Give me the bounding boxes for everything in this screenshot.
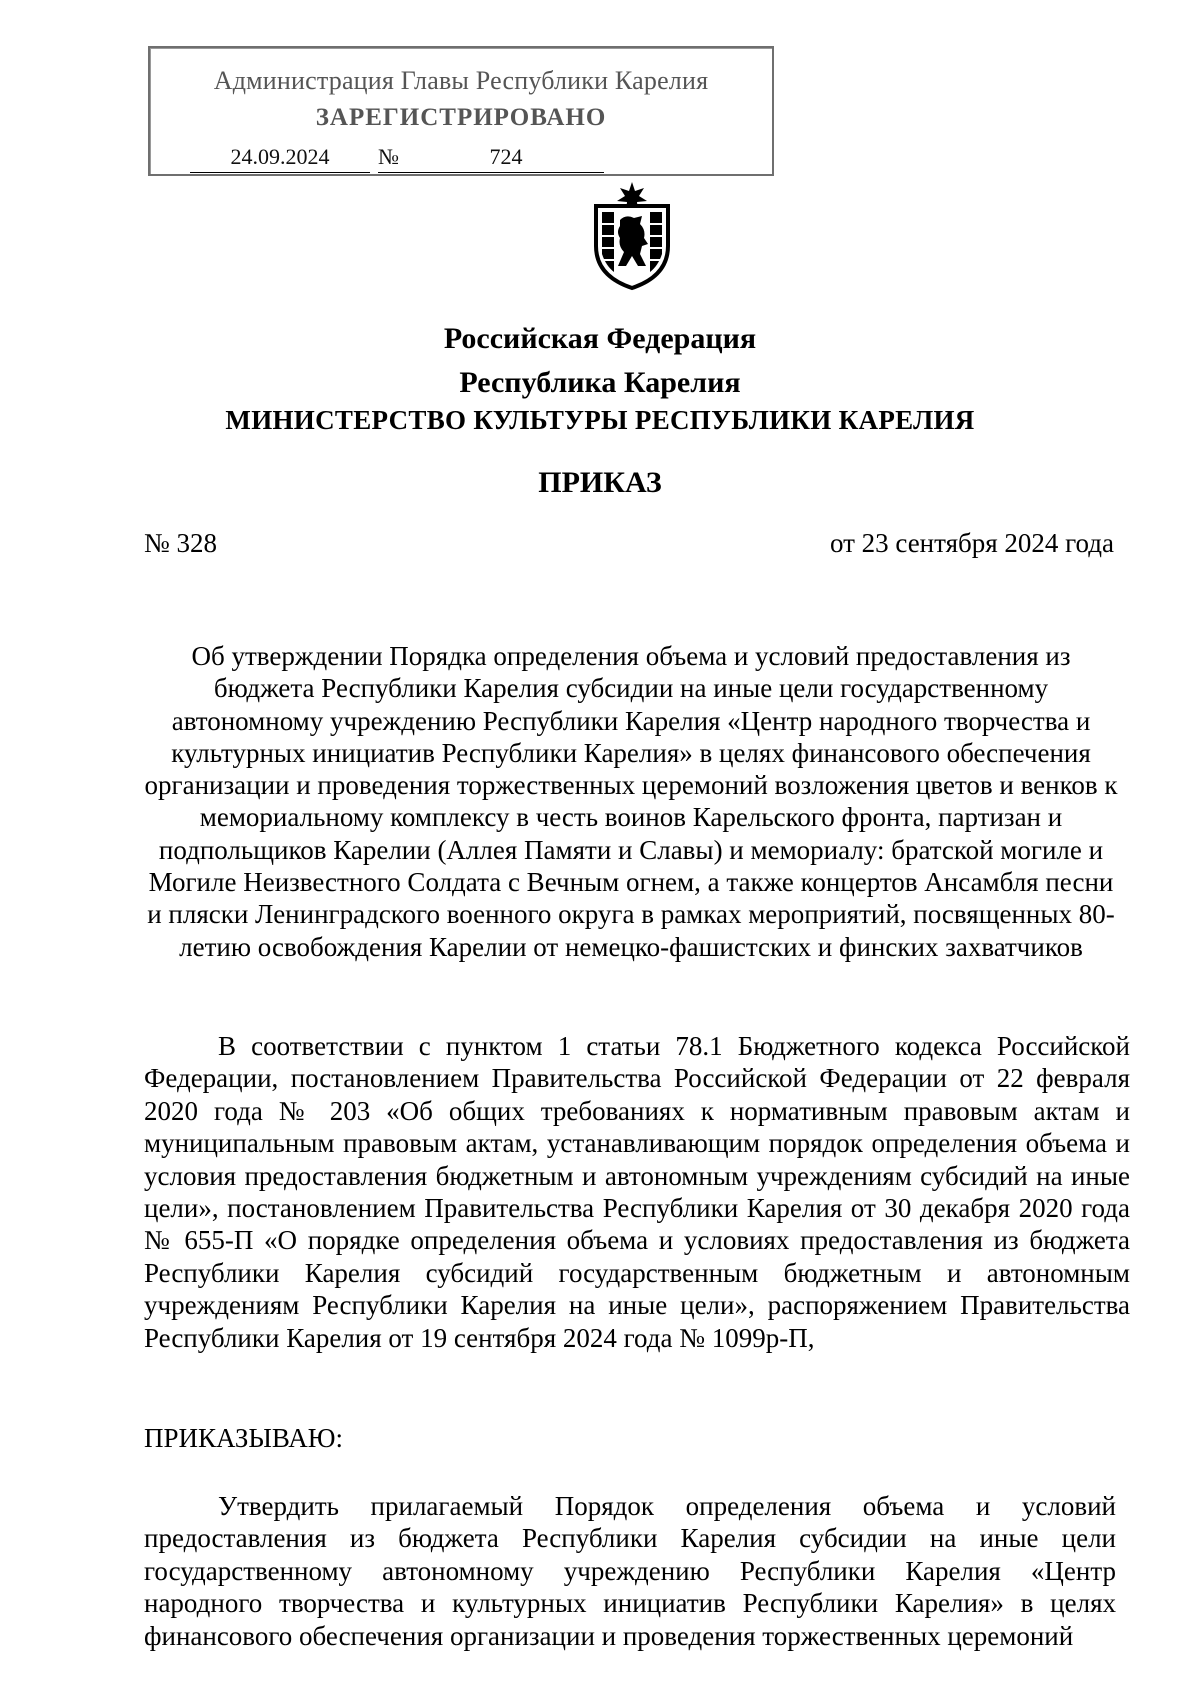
header-country: Российская Федерация: [443, 322, 757, 355]
stamp-authority: Администрация Главы Республики Карелия: [213, 66, 709, 95]
header-ministry: МИНИСТЕРСТВО КУЛЬТУРЫ РЕСПУБЛИКИ КАРЕЛИЯ: [225, 405, 975, 435]
stamp-number-sign: №: [378, 144, 408, 173]
order-item-paragraph: Утвердить прилагаемый Порядок определения объема и условий предоставления из бюджета Республики Карелия субсидии на иные цели государственному автономному учреждению Республики Карелия «Центр народного творчества и культурных инициатив Республики Карелия» в целях финансового обеспечения организации и проведения торжественных церемоний: [144, 1491, 1116, 1651]
stamp-number: 724: [408, 144, 604, 173]
stamp-registered-label: ЗАРЕГИСТРИРОВАНО: [315, 104, 607, 131]
stamp-date: 24.09.2024: [190, 144, 370, 173]
karelia-coat-of-arms-icon: [582, 180, 682, 292]
order-word: ПРИКАЗЫВАЮ:: [144, 1423, 343, 1453]
header-republic: Республика Карелия: [459, 366, 741, 399]
order-number: № 328: [144, 528, 218, 558]
document-type: ПРИКАЗ: [538, 466, 662, 499]
order-date: от 23 сентября 2024 года: [829, 528, 1114, 558]
preamble-paragraph: В соответствии с пунктом 1 статьи 78.1 Бюджетного кодекса Российской Федерации, постановлением Правительства Российской Федерации от 22 февраля 2020 года № 203 «Об общих требованиях к нормативным правовым актам и муниципальным правовым актам, устанавливающим порядок определения объема и условия предоставления бюджетным и автономным учреждениям субсидий на иные цели», постановлением Правительства Республики Карелия от 30 декабря 2020 года № 655-П «О порядке определения объема и условиях предоставления из бюджета Республики Карелия субсидий государственным бюджетным и автономным учреждениям Республики Карелия на иные цели», распоряжением Правительства Республики Карелия от 19 сентября 2024 года № 1099р-П,: [144, 1031, 1130, 1353]
order-subject: Об утверждении Порядка определения объема и условий предоставления из бюджета Республики Карелия субсидии на иные цели государственному автономному учреждению Республики Карелия «Центр народного творчества и культурных инициатив Республики Карелия» в целях финансового обеспечения организации и проведения торжественных церемоний возложения цветов и венков к мемориальному комплексу в честь воинов Карельского фронта, партизан и подпольщиков Карелии (Аллея Памяти и Славы) и мемориалу: братской могиле и Могиле Неизвестного Солдата с Вечным огнем, а также концертов Ансамбля песни и пляски Ленинградского военного округа в рамках мероприятий, посвященных 80-летию освобождения Карелии от немецко-фашистских и финских захватчиков: [144, 641, 1118, 962]
registration-stamp: [148, 46, 774, 176]
